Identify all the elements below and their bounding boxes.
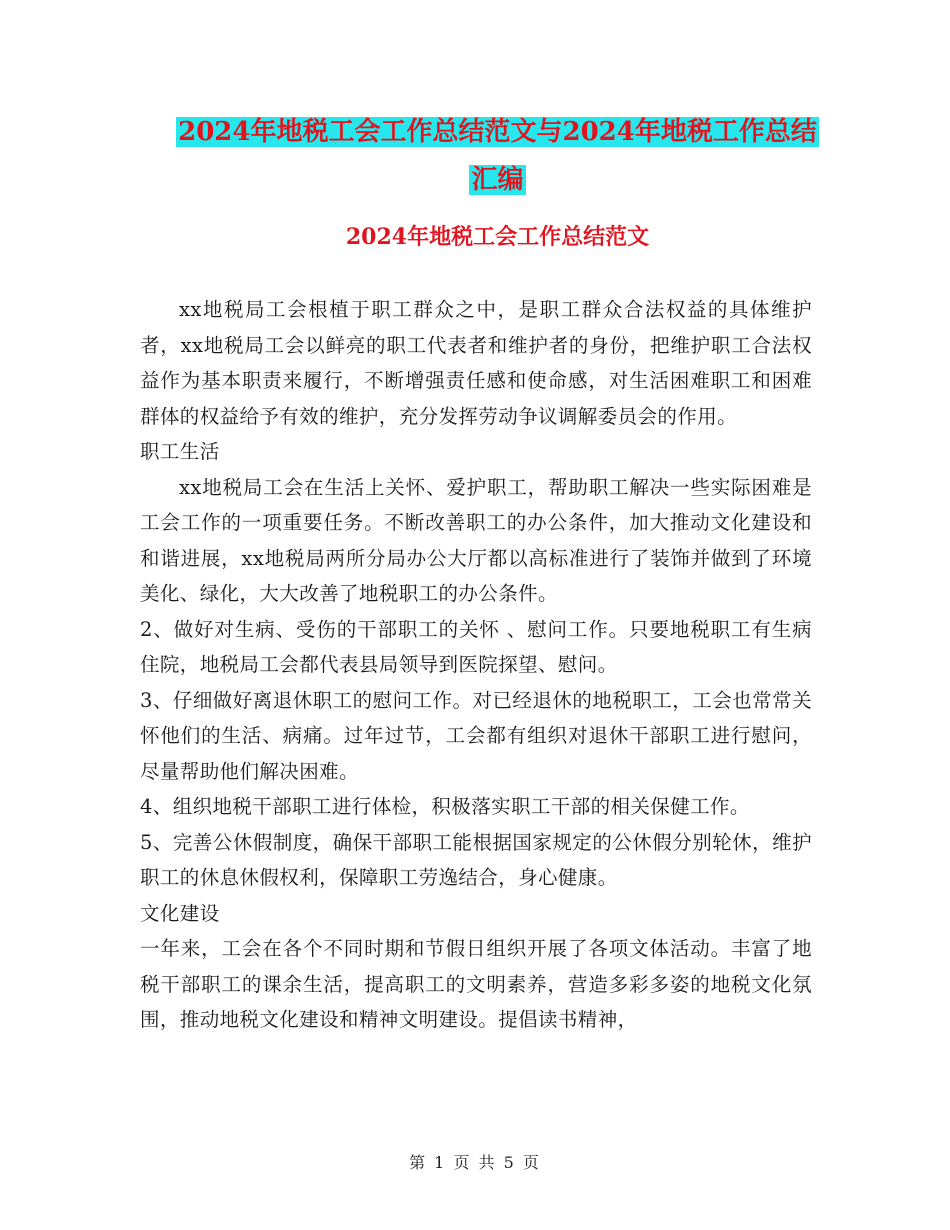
- section-heading: 职工生活: [140, 440, 220, 463]
- paragraph: xx地税局工会根植于职工群众之中，是职工群众合法权益的具体维护者，xx地税局工会以鲜亮的职工代表者和维护者的身份，把维护职工合法权益作为基本职责来履行，不断增强责任感和使命感，对生活困难职工和困难群体的权益给予有效的维护，充分发挥劳动争议调解委员会的作用。: [140, 298, 812, 428]
- paragraph: xx地税局工会在生活上关怀、爱护职工，帮助职工解决一些实际困难是工会工作的一项重要任务。不断改善职工的办公条件，加大推动文化建设和和谐进展，xx地税局两所分局办公大厅都以高标准进行了装饰并做到了环境美化、绿化，大大改善了地税职工的办公条件。: [140, 475, 812, 605]
- list-item: 4、组织地税干部职工进行体检，积极落实职工干部的相关保健工作。: [140, 795, 750, 818]
- document-body: [140, 292, 812, 1038]
- page-number-footer: 第 1 页 共 5 页: [409, 1153, 541, 1172]
- title-line-2: 汇编: [471, 165, 524, 195]
- list-item: 5、完善公休假制度，确保干部职工能根据国家规定的公休假分别轮休，维护职工的休息休假权利，保障职工劳逸结合，身心健康。: [140, 830, 812, 889]
- title-line-1: 2024年地税工会工作总结范文与2024年地税工作总结: [178, 117, 817, 147]
- section-title: 2024年地税工会工作总结范文: [345, 224, 650, 250]
- paragraph: 一年来，工会在各个不同时期和节假日组织开展了各项文体活动。丰富了地税干部职工的课余生活，提高职工的文明素养，营造多彩多姿的地税文化氛围，推动地税文化建设和精神文明建设。提倡读书精神，: [140, 937, 812, 1031]
- section-heading: 文化建设: [140, 901, 220, 925]
- list-item: 3、仔细做好离退休职工的慰问工作。对已经退休的地税职工，工会也常常关怀他们的生活、病痛。过年过节，工会都有组织对退休干部职工进行慰问，尽量帮助他们解决困难。: [140, 688, 812, 783]
- document-title: [140, 108, 855, 204]
- list-item: 2、做好对生病、受伤的干部职工的关怀 、慰问工作。只要地税职工有生病住院，地税局工会都代表县局领导到医院探望、慰问。: [140, 617, 812, 676]
